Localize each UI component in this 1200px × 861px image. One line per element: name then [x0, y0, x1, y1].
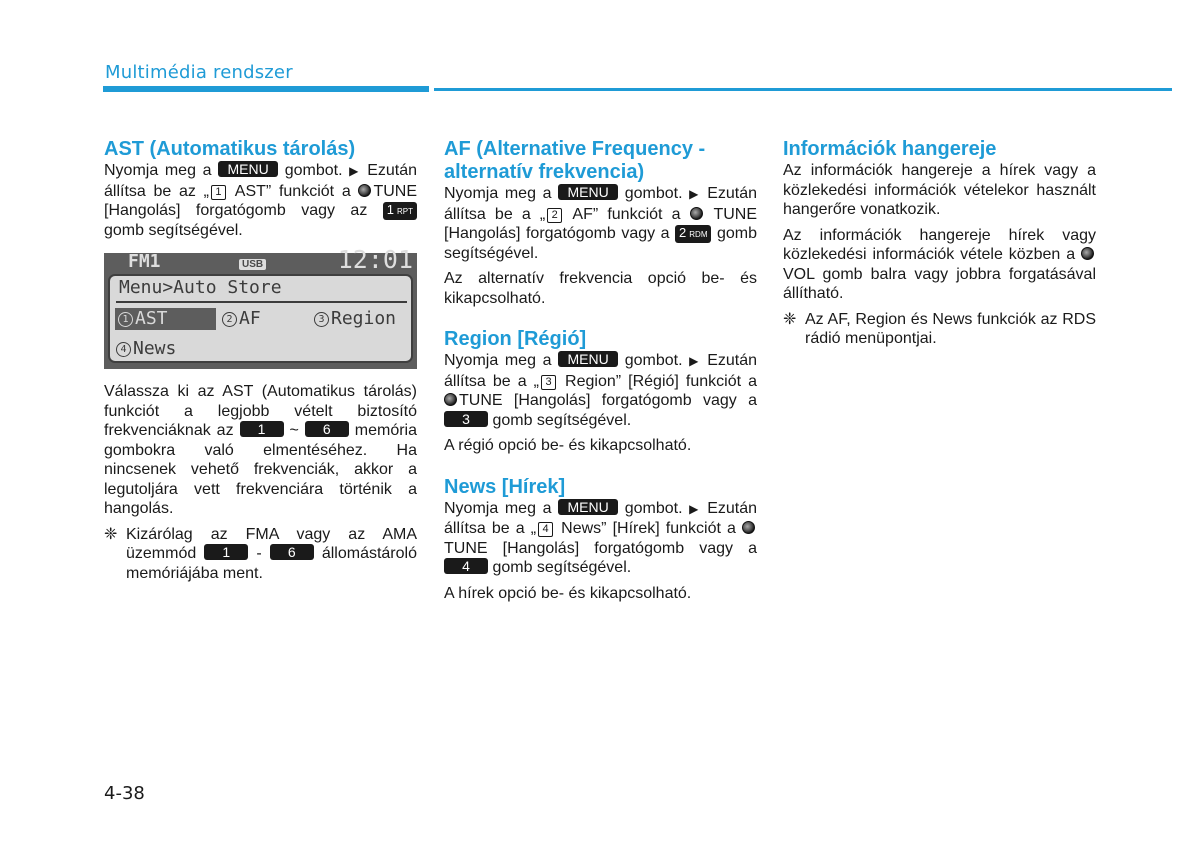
option-2-icon: 2	[547, 208, 562, 223]
af-title: AF (Alternative Frequency - alternatív frekvencia)	[444, 138, 706, 183]
ast-instructions: Nyomja meg a MENU gombot. ▶ Ezután állítsa be az „ 1 AST” funkciót a TUNE [Hangolás] forgatógomb vagy az 1 RPT gomb segítségével.	[104, 161, 417, 239]
arrow-right-icon: ▶	[689, 354, 701, 368]
menu-key-icon: MENU	[218, 161, 278, 177]
region-title: Region [Régió]	[444, 328, 587, 350]
column-volume	[783, 138, 1096, 349]
key-3-icon: 3	[444, 411, 488, 427]
option-1-icon: 1	[211, 185, 226, 200]
knob-icon	[742, 521, 755, 534]
screen-band: FM1	[128, 251, 161, 272]
radio-screen-image	[104, 245, 417, 369]
volume-note: ❈ Az AF, Region és News funkciók az RDS rádió menüpontjai.	[783, 310, 1096, 347]
ast-title: AST (Automatikus tárolás)	[104, 138, 356, 160]
option-3-icon: 3	[541, 375, 556, 390]
key-1-icon: 1	[240, 421, 284, 437]
arrow-right-icon: ▶	[349, 164, 361, 178]
knob-icon	[690, 207, 703, 220]
screen-option-news: 4 News	[116, 338, 176, 360]
note-icon: ❈	[104, 525, 118, 543]
region-description: A régió opció be- és kikapcsolható.	[444, 437, 692, 454]
knob-icon	[444, 393, 457, 406]
news-title: News [Hírek]	[444, 475, 566, 498]
column-ast	[104, 138, 417, 583]
region-instructions: Nyomja meg a MENU gombot. ▶ Ezután állítsa be a „ 3 Region” [Régió] funkciót a TUNE [Hangolás] forgatógomb vagy a 3 gomb segítségével.	[444, 351, 758, 429]
menu-key-icon: MENU	[558, 351, 618, 367]
af-description: Az alternatív frekvencia opció be- és kikapcsolható.	[444, 270, 757, 307]
screen-option-region: 3 Region	[314, 308, 396, 330]
usb-icon: USB	[239, 259, 266, 270]
screen-divider	[116, 301, 407, 303]
header-rule-thick	[103, 86, 429, 92]
knob-icon	[1081, 247, 1094, 260]
screen-menu-title: Menu>Auto Store	[119, 277, 282, 298]
volume-title: Információk hangereje	[783, 138, 997, 160]
ast-description: Válassza ki az AST (Automatikus tárolás) funkciót a legjobb vételt biztosító frekvenciáknak az 1 ~ 6 memória gombokra való elmentéséhez. Ha nincsenek vehető frekvenciák, akkor a legutoljára vett frekvenciára történik a hangolás.	[104, 383, 418, 517]
news-instructions: Nyomja meg a MENU gombot. ▶ Ezután állítsa be a „ 4 News” [Hírek] funkciót a TUNE [Hangolás] forgatógomb vagy a 4 gomb segítségével.	[444, 498, 757, 576]
note-icon: ❈	[783, 310, 797, 328]
ast-note: ❈ Kizárólag az FMA vagy az AMA üzemmód 1 - 6 állomástároló memóriájába ment.	[104, 525, 417, 582]
key-1-rpt-icon: 1 RPT	[383, 202, 417, 220]
menu-key-icon: MENU	[558, 184, 618, 200]
section-header: Multimédia rendszer	[105, 62, 293, 83]
volume-description: Az információk hangereje a hírek vagy a közlekedési információk vételekor használt hangerőre vonatkozik.	[783, 162, 1096, 218]
page-number: 4-38	[104, 783, 145, 804]
arrow-right-icon: ▶	[689, 187, 701, 201]
screen-clock: 12:01	[337, 245, 413, 274]
screen-menu-panel	[108, 274, 413, 363]
screen-status-bar	[104, 245, 417, 274]
arrow-right-icon: ▶	[689, 501, 701, 516]
af-instructions: Nyomja meg a MENU gombot. ▶ Ezután állítsa be a „ 2 AF” funkciót a TUNE [Hangolás] forgatógomb vagy a 2 RDM gomb segítségével.	[444, 184, 758, 262]
option-4-icon: 4	[538, 522, 553, 537]
volume-instructions: Az információk hangereje hírek vagy közlekedési információk vétele közben a VOL gomb balra vagy jobbra forgatásával állítható.	[783, 226, 1096, 302]
key-2-rdm-icon: 2 RDM	[675, 225, 711, 243]
column-af	[444, 138, 757, 603]
screen-option-af: 2 AF	[222, 308, 261, 330]
key-4-icon: 4	[444, 558, 488, 574]
news-description: A hírek opció be- és kikapcsolható.	[444, 584, 692, 602]
header-rule-thin	[434, 88, 1172, 91]
key-6-icon: 6	[270, 544, 314, 560]
key-1-icon: 1	[204, 544, 248, 560]
knob-icon	[358, 184, 371, 197]
screen-option-ast: 1 AST	[115, 308, 216, 330]
menu-key-icon: MENU	[558, 499, 618, 515]
key-6-icon: 6	[305, 421, 349, 437]
